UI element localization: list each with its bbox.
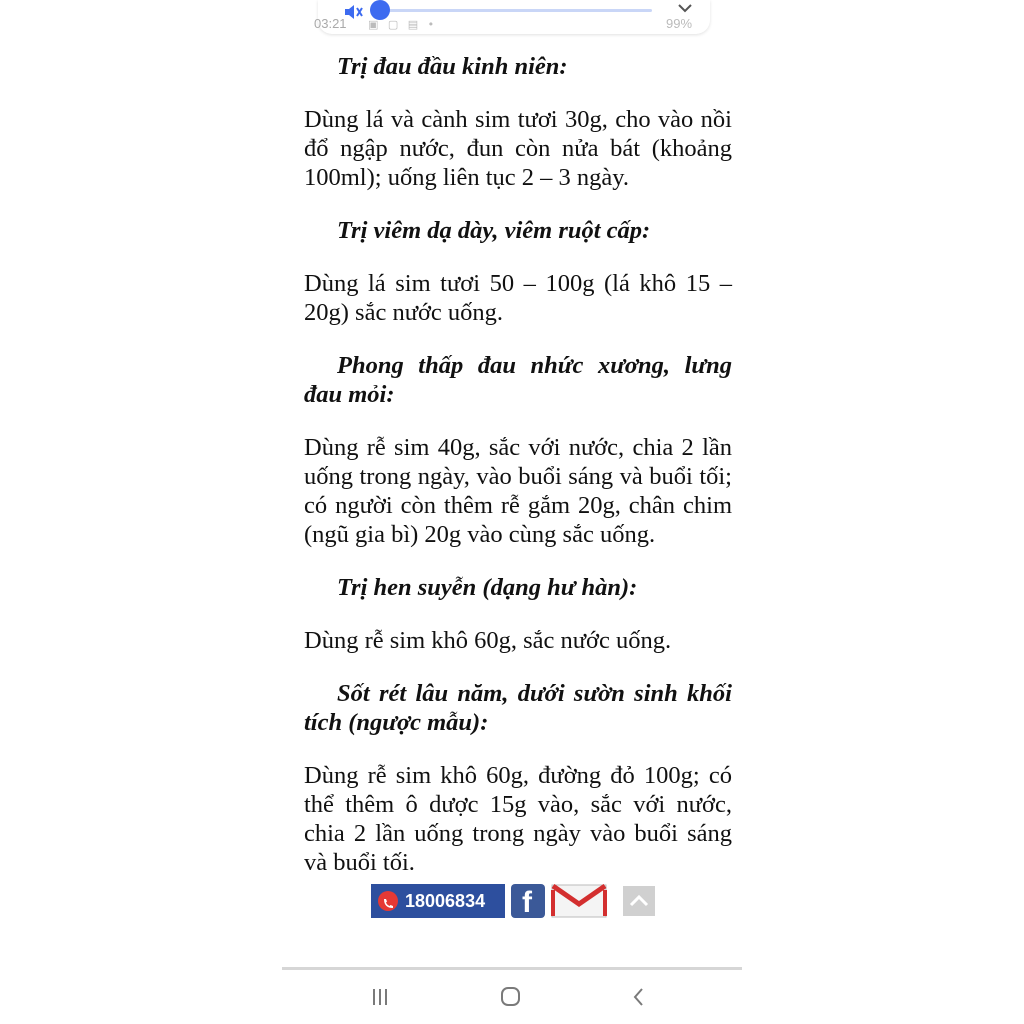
arrow-up-icon [623,886,655,916]
section-body: Dùng lá và cành sim tươi 30g, cho vào nồi đổ ngập nước, đun còn nửa bát (khoảng 100ml); uống liên tục 2 – 3 ngày. [304,106,732,191]
facebook-icon: f [522,886,532,919]
notification-icons: ▣ ▢ ▤ • [368,18,438,31]
facebook-button[interactable] [511,884,545,918]
section [304,679,732,877]
section [304,573,732,655]
system-navigation-bar [282,970,742,1024]
section-body: Dùng rễ sim khô 60g, đường đỏ 100g; có thể thêm ô dược 15g vào, sắc với nước, chia 2 lần uống trong ngày vào buổi sáng và buổi tối. [304,762,732,876]
section [304,351,732,549]
article-body [304,52,732,901]
scroll-top-button[interactable] [623,886,655,916]
volume-slider[interactable] [382,9,652,12]
phone-icon [378,891,398,911]
hotline-button[interactable] [371,884,505,918]
recents-icon[interactable] [365,984,395,1010]
hotline-number: 18006834 [405,891,486,911]
chevron-down-icon[interactable] [676,0,694,16]
section-body: Dùng rễ sim khô 60g, sắc nước uống. [304,627,672,654]
section-heading: Trị đau đầu kinh niên: [337,53,568,80]
volume-panel [314,0,710,34]
section [304,52,732,192]
battery-level: 99% [666,16,693,31]
section-body: Dùng rễ sim 40g, sắc với nước, chia 2 lần uống trong ngày, vào buổi sáng và buổi tối; có người còn thêm rễ gắm 20g, chân chim (ngũ gia bì) 20g vào cùng sắc uống. [304,434,732,548]
mail-icon[interactable] [551,884,607,918]
section-heading: Sốt rét lâu năm, dưới sườn sinh khối tích (ngược mẫu): [304,680,732,736]
back-icon[interactable] [624,984,654,1010]
section-heading: Trị hen suyễn (dạng hư hàn): [337,574,638,601]
section-heading: Trị viêm dạ dày, viêm ruột cấp: [337,217,651,244]
volume-knob[interactable] [370,0,390,20]
status-time: 03:21 [314,16,347,31]
section-heading: Phong thấp đau nhức xương, lưng đau mỏi: [304,352,732,408]
home-icon[interactable] [495,984,525,1010]
section-body: Dùng lá sim tươi 50 – 100g (lá khô 15 – 20g) sắc nước uống. [304,270,732,326]
section [304,216,732,327]
